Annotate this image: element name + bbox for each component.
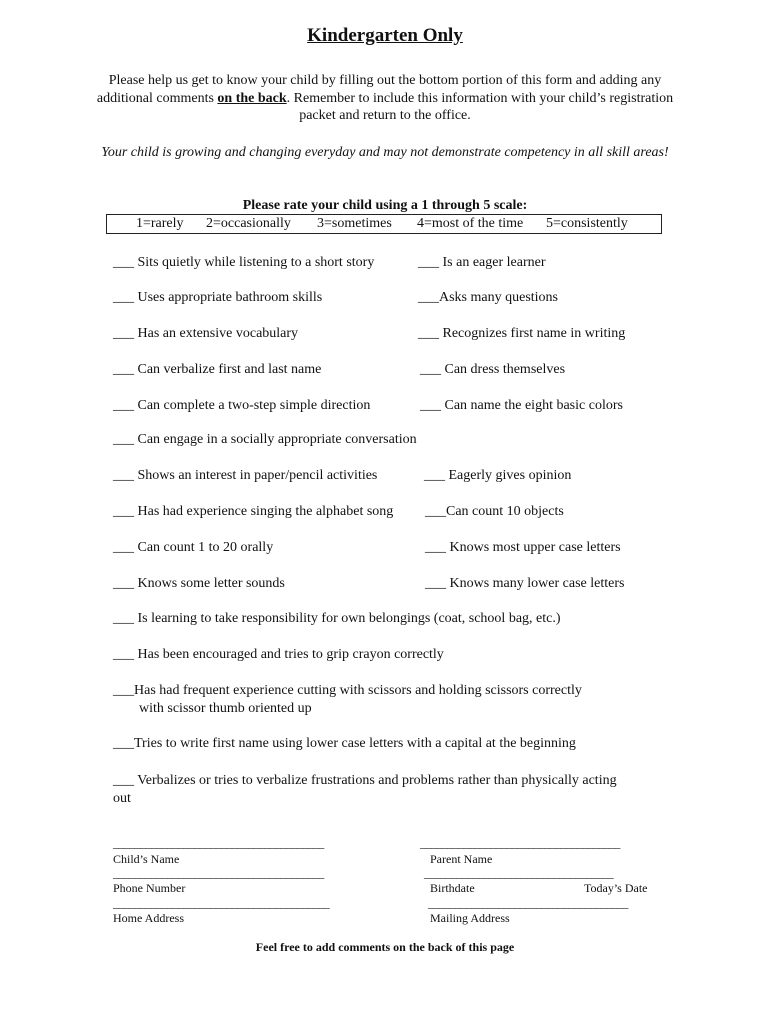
skill-item[interactable]: ___ Can engage in a socially appropriate conversation (113, 432, 417, 447)
scale-item-4: 4=most of the time (417, 216, 524, 231)
home-address-line[interactable]: ________________________________________ (113, 896, 330, 910)
child-name-line[interactable]: _______________________________________ (113, 836, 324, 850)
skill-item[interactable]: ___ Recognizes first name in writing (418, 326, 626, 341)
skill-item[interactable]: ___ Knows most upper case letters (425, 540, 621, 555)
home-address-label: Home Address (113, 911, 184, 925)
skill-item[interactable]: ___ Can count 1 to 20 orally (113, 540, 274, 555)
birthdate-label: Birthdate (430, 881, 475, 895)
skill-item[interactable]: ___ Uses appropriate bathroom skills (113, 290, 323, 305)
intro-text-1: Please help us get to know your child by filling out the bottom portion of this form and adding any additional comments (96, 73, 662, 106)
page-title: Kindergarten Only (307, 25, 463, 46)
skill-item[interactable]: ___Tries to write first name using lower case letters with a capital at the beginning (113, 736, 576, 751)
intro-paragraph (95, 72, 675, 125)
parent-name-label: Parent Name (430, 852, 493, 866)
intro-emphasis: on the back (217, 90, 287, 106)
intro-text-2: . Remember to include this information with your child’s registration packet and return to the office. (286, 90, 674, 123)
mailing-address-label: Mailing Address (430, 911, 510, 925)
scale-item-1: 1=rarely (136, 216, 184, 231)
skill-item[interactable]: ___ Is an eager learner (418, 255, 546, 270)
footer-note: Feel free to add comments on the back of this page (255, 940, 515, 954)
scale-item-2: 2=occasionally (206, 216, 291, 231)
skill-item[interactable]: ___ Shows an interest in paper/pencil activities (113, 468, 378, 483)
skill-item[interactable]: ___ Is learning to take responsibility for own belongings (coat, school bag, etc.) (113, 611, 561, 626)
skill-item[interactable]: ___ Knows some letter sounds (113, 576, 285, 591)
skill-item[interactable]: ___Can count 10 objects (425, 504, 564, 519)
rating-scale-title: Please rate your child using a 1 through 5 scale: (242, 198, 528, 213)
competency-note: Your child is growing and changing everyday and may not demonstrate competency in all skill areas! (101, 145, 669, 160)
skill-item[interactable]: ___ Can complete a two-step simple direction (113, 398, 371, 413)
scale-item-5: 5=consistently (546, 216, 628, 231)
parent-name-line[interactable]: _____________________________________ (420, 836, 620, 850)
skill-item[interactable]: ___ Has an extensive vocabulary (113, 326, 299, 341)
today-date-label: Today’s Date (584, 881, 648, 895)
mailing-address-line[interactable]: _____________________________________ (428, 896, 628, 910)
skill-item[interactable]: ___ Has been encouraged and tries to grip crayon correctly (113, 647, 444, 662)
skill-item-continuation: with scissor thumb oriented up (139, 701, 312, 716)
skill-item[interactable]: ___Asks many questions (418, 290, 558, 305)
skill-item[interactable]: ___Has had frequent experience cutting with scissors and holding scissors correctly (113, 683, 582, 698)
skill-item[interactable]: ___ Can dress themselves (420, 362, 566, 377)
skill-item[interactable]: ___ Sits quietly while listening to a short story (113, 255, 375, 270)
skill-item[interactable]: ___ Knows many lower case letters (425, 576, 625, 591)
birthdate-line[interactable]: ___________________________________ (424, 866, 614, 880)
child-name-label: Child’s Name (113, 852, 180, 866)
rating-scale-box (106, 214, 662, 234)
phone-label: Phone Number (113, 881, 186, 895)
phone-line[interactable]: _______________________________________ (113, 866, 324, 880)
skill-item[interactable]: ___ Can name the eight basic colors (420, 398, 623, 413)
skill-item[interactable]: ___ Verbalizes or tries to verbalize frustrations and problems rather than physically acting out (113, 773, 617, 806)
skill-item[interactable]: ___ Has had experience singing the alphabet song (113, 504, 394, 519)
skill-item[interactable]: ___ Eagerly gives opinion (424, 468, 572, 483)
skill-item[interactable]: ___ Can verbalize first and last name (113, 362, 322, 377)
scale-item-3: 3=sometimes (317, 216, 392, 231)
